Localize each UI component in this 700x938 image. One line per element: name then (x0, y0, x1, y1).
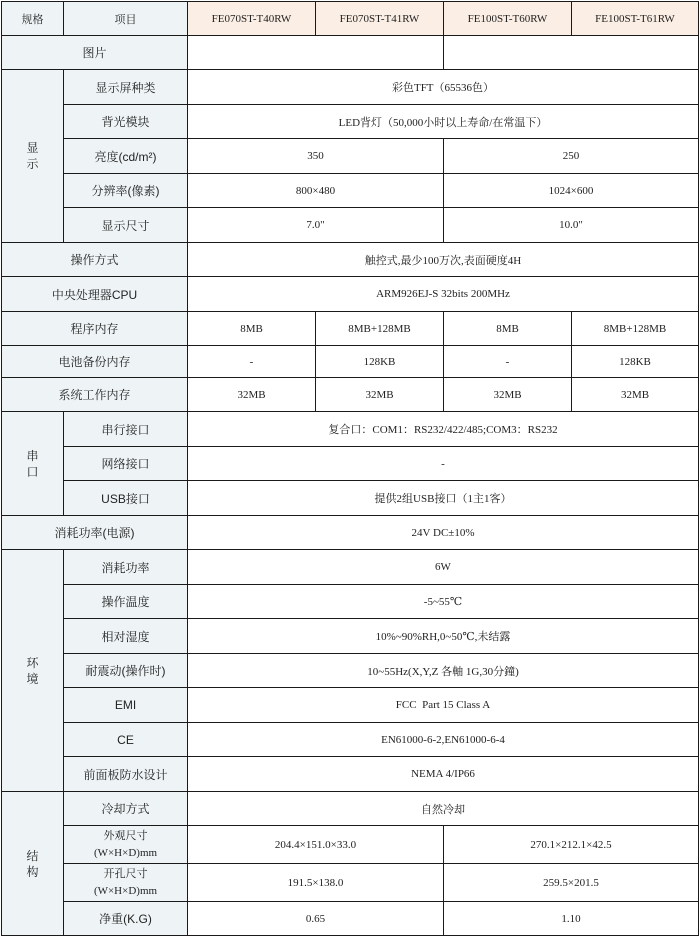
item-header: 项目 (64, 2, 188, 36)
group-text: 结构 (26, 848, 39, 879)
table-row (2, 346, 699, 378)
row-value: 191.5×138.0 (188, 864, 444, 902)
row-value: 800×480 (188, 174, 444, 208)
table-row (2, 550, 699, 585)
table-row (2, 864, 699, 902)
table-row (2, 654, 699, 688)
row-label-line: (W×H×D)mm (93, 884, 158, 897)
group-text: 环境 (26, 655, 39, 686)
table-row (2, 412, 699, 447)
row-value: 250 (444, 139, 699, 174)
environment-group-label (2, 550, 64, 792)
row-label: 程序内存 (2, 312, 188, 346)
model-header: FE070ST-T40RW (188, 2, 316, 36)
row-value: 提供2组USB接口（1主1客） (188, 481, 699, 516)
table-row (2, 105, 699, 139)
table-row (2, 312, 699, 346)
row-label: 电池备份内存 (2, 346, 188, 378)
serial-group-label (2, 412, 64, 516)
row-value: 10~55Hz(X,Y,Z 各軸 1G,30分鐘) (188, 654, 699, 688)
display-group-label (2, 70, 64, 243)
row-label: 网络接口 (64, 447, 188, 481)
row-label: 冷却方式 (64, 792, 188, 826)
row-label-line: 外观尺寸 (103, 829, 148, 842)
row-value: 259.5×201.5 (444, 864, 699, 902)
table-row (2, 585, 699, 619)
row-label: USB接口 (64, 481, 188, 516)
row-value: 32MB (188, 378, 316, 412)
model-header: FE070ST-T41RW (316, 2, 444, 36)
row-label: 消耗功率 (64, 550, 188, 585)
row-label: 显示屏种类 (64, 70, 188, 105)
row-value: 复合口：COM1：RS232/422/485;COM3：RS232 (188, 412, 699, 447)
row-value: 24V DC±10% (188, 516, 699, 550)
row-label (64, 864, 188, 902)
row-value: LED背灯（50,000小时以上寿命/在常温下） (188, 105, 699, 139)
row-value: 350 (188, 139, 444, 174)
row-value: 触控式,最少100万次,表面硬度4H (188, 243, 699, 277)
spec-header: 规格 (2, 2, 64, 36)
table-row (2, 792, 699, 826)
row-label: 消耗功率(电源) (2, 516, 188, 550)
row-value: EN61000-6-2,EN61000-6-4 (188, 723, 699, 757)
row-label: CE (64, 723, 188, 757)
table-row (2, 688, 699, 723)
group-text: 串口 (26, 448, 39, 479)
row-label-line: 开孔尺寸 (103, 867, 148, 880)
row-value: 7.0" (188, 208, 444, 243)
row-value: 32MB (316, 378, 444, 412)
row-value: 128KB (572, 346, 699, 378)
row-label: 系统工作内存 (2, 378, 188, 412)
row-value: FCC Part 15 Class A (188, 688, 699, 723)
row-value: 8MB+128MB (316, 312, 444, 346)
model-header: FE100ST-T60RW (444, 2, 572, 36)
row-value: -5~55℃ (188, 585, 699, 619)
picture-cell (188, 36, 444, 70)
row-label: 背光模块 (64, 105, 188, 139)
row-label: 显示尺寸 (64, 208, 188, 243)
row-value: 10.0" (444, 208, 699, 243)
row-label: 操作温度 (64, 585, 188, 619)
structure-group-label (2, 792, 64, 936)
group-text: 显示 (26, 141, 39, 171)
header-row (2, 2, 699, 36)
row-value: 8MB (188, 312, 316, 346)
row-label-line: (W×H×D)mm (93, 846, 158, 859)
row-label: 净重(K.G) (64, 902, 188, 936)
row-value: NEMA 4/IP66 (188, 757, 699, 792)
table-row (2, 378, 699, 412)
row-label: 耐震动(操作时) (64, 654, 188, 688)
row-label: 串行接口 (64, 412, 188, 447)
row-value: 1.10 (444, 902, 699, 936)
row-value: - (188, 346, 316, 378)
spec-table (1, 1, 699, 936)
row-value: 10%~90%RH,0~50℃,未结露 (188, 619, 699, 654)
table-row (2, 277, 699, 312)
row-value: 270.1×212.1×42.5 (444, 826, 699, 864)
table-row (2, 902, 699, 936)
table-row (2, 723, 699, 757)
row-label: 操作方式 (2, 243, 188, 277)
row-value: 8MB+128MB (572, 312, 699, 346)
row-label: 中央处理器CPU (2, 277, 188, 312)
row-label: 分辨率(像素) (64, 174, 188, 208)
row-value: 32MB (572, 378, 699, 412)
picture-cell (444, 36, 699, 70)
table-row (2, 516, 699, 550)
row-value: 1024×600 (444, 174, 699, 208)
table-row (2, 619, 699, 654)
picture-row (2, 36, 699, 70)
table-row (2, 70, 699, 105)
row-value: 32MB (444, 378, 572, 412)
row-label: 相对湿度 (64, 619, 188, 654)
row-value: ARM926EJ-S 32bits 200MHz (188, 277, 699, 312)
row-value: - (444, 346, 572, 378)
row-value: 0.65 (188, 902, 444, 936)
row-value: 自然冷却 (188, 792, 699, 826)
table-row (2, 481, 699, 516)
table-row (2, 243, 699, 277)
table-row (2, 447, 699, 481)
row-label: EMI (64, 688, 188, 723)
row-label: 亮度(cd/m²) (64, 139, 188, 174)
table-row (2, 826, 699, 864)
picture-label: 图片 (2, 36, 188, 70)
row-value: 204.4×151.0×33.0 (188, 826, 444, 864)
model-header: FE100ST-T61RW (572, 2, 699, 36)
row-label (64, 826, 188, 864)
table-row (2, 208, 699, 243)
row-value: 128KB (316, 346, 444, 378)
row-value: 彩色TFT（65536色） (188, 70, 699, 105)
row-value: 8MB (444, 312, 572, 346)
row-value: 6W (188, 550, 699, 585)
row-label: 前面板防水设计 (64, 757, 188, 792)
row-value: - (188, 447, 699, 481)
table-row (2, 139, 699, 174)
table-row (2, 174, 699, 208)
table-row (2, 757, 699, 792)
